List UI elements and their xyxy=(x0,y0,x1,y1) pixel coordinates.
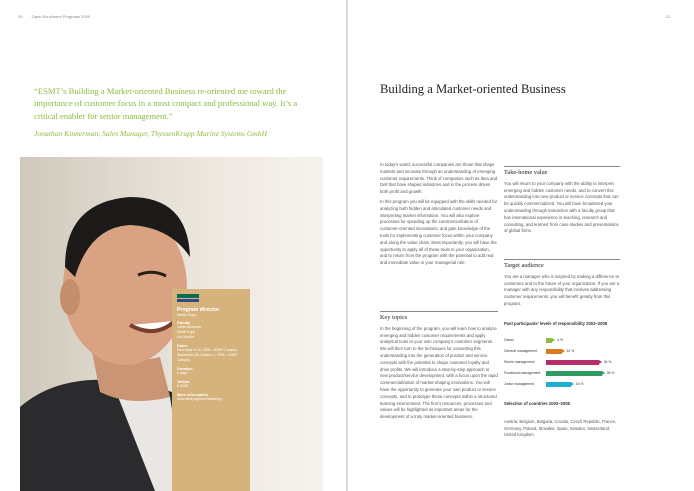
program-info-box xyxy=(172,289,250,491)
countries-title: Selection of countries 2003–2008 xyxy=(504,401,570,406)
duration-value: 4 days xyxy=(177,371,187,375)
intro-column xyxy=(380,162,498,270)
chart-value-label: 36 % xyxy=(606,371,615,375)
chart-value-label: 10 % xyxy=(566,349,575,353)
chart-bar-tip xyxy=(552,338,555,342)
right-page xyxy=(348,0,694,491)
key-topics-heading: Key topics xyxy=(380,311,498,322)
chart-bar xyxy=(546,371,602,376)
chart-row xyxy=(504,348,624,357)
more-info-label: More information xyxy=(177,393,209,397)
key-topics-text: In the beginning of the program, you will learn how to analyze emerging and hidden customer requirements and apply analytical tools to your own company’s customer segments. We will then turn to the techniques for converting this understanding into the generation of product and service concepts with the potential to shape customer loyalty and drive profits. We will introduce a step-by-step approach to new product/service development, with a focus upon the rapid commercialization of market-shaping innovations. You will have the opportunity to generate your own product or service concepts, and to prototype these concepts within a structured learning environment. The firm’s resources, processes and values will be highlighted as important areas for the development of a truly market-oriented business. xyxy=(380,325,498,420)
chart-category-label: Owner xyxy=(504,338,514,342)
page-number: 21 xyxy=(666,14,671,19)
chart-category-label: Functional management xyxy=(504,371,541,375)
target-audience-heading: Target audience xyxy=(504,259,620,270)
chart-category-label: General management xyxy=(504,349,537,353)
takehome-section xyxy=(504,166,620,238)
chart-category-label: Senior management xyxy=(504,360,535,364)
quote-text: “ESMT’s Building a Market-oriented Business re-oriented me toward the importance of customer focus in a most compact and professional way. It’s a critical enabler for senior management.” xyxy=(34,86,298,121)
key-topics-section xyxy=(380,311,498,424)
more-info-link[interactable]: www.esmt.org/bmo/marketing xyxy=(177,397,222,401)
responsibility-bar-chart xyxy=(504,337,624,395)
tuition-label: Tuition xyxy=(177,380,190,384)
page-title: Building a Market-oriented Business xyxy=(380,82,566,96)
chart-row xyxy=(504,359,624,368)
chart-row xyxy=(504,337,624,346)
date-entry: September 28–October 1, 2009 – ESMT Campus xyxy=(177,353,238,362)
left-page xyxy=(0,0,346,491)
chart-bar xyxy=(546,349,562,354)
chart-bar-tip xyxy=(599,360,602,364)
tuition-value: € 4,900 xyxy=(177,384,189,388)
chart-value-label: 34 % xyxy=(603,360,612,364)
intro-paragraph: In today’s world, successful companies are those that shape markets and innovate through an understanding of emerging customer requirements. Think of companies such as Ikea and Dell that have shaped industries and in the process driven both profit and growth. xyxy=(380,162,498,195)
chart-row xyxy=(504,381,624,390)
faculty-label: Faculty xyxy=(177,321,191,325)
chart-value-label: 4 % xyxy=(557,338,564,342)
chart-value-label: 16 % xyxy=(575,382,584,386)
faculty-member: Jamie Anderson xyxy=(177,325,202,329)
chart-bar-tip xyxy=(562,349,565,353)
faculty-member: Martin Kupp xyxy=(177,330,196,334)
duration-label: Duration xyxy=(177,367,193,371)
takehome-heading: Take-home value xyxy=(504,166,620,177)
running-header: Open Enrollment Programs 2009 xyxy=(31,14,91,19)
chart-category-label: Junior management xyxy=(504,382,534,386)
chart-title: Past participants’ levels of responsibility 2003–2008 xyxy=(504,321,608,326)
chart-bar-tip xyxy=(571,382,574,386)
intro-paragraph: In this program you will be equipped with the skills needed for analyzing both hidden and articulated customer needs and interpreting market information. You will also explore processes for speeding up the commercialization of customer-oriented innovations, and gain knowledge of the tools for implementing customer focus within your company and along the value chain. Most importantly, you will have the opportunity to apply all of these tools to your organization, and to return from the program with the potential to add real and immediate value in your managerial role. xyxy=(380,198,498,266)
chart-bar xyxy=(546,360,599,365)
testimonial-quote xyxy=(34,85,309,141)
target-audience-text: You are a manager who is inspired by making a difference to customers and to the future of your organization. If you are a manager with any responsibility that involves addressing customer requirements, you will benefit greatly from this program. xyxy=(504,273,620,306)
quote-attribution: Jonathan Kinnerman, Sales Manager, ThyssenKrupp Marine Systems GmbH xyxy=(34,129,268,139)
info-content xyxy=(177,307,247,402)
accent-bar-blue xyxy=(177,299,199,302)
page-number: 20 xyxy=(18,14,23,19)
chart-bar-tip xyxy=(602,371,605,375)
dates-label: Dates xyxy=(177,344,188,348)
takehome-text: You will return to your company with the ability to interpret emerging and hidden customer needs, and to convert this understanding into new product or service concepts that can be quickly commercialized. You will have broadened your understanding through interaction with a faculty group that has international experience in teaching, research and consulting, and learned from case studies and presentations of global firms. xyxy=(504,180,619,234)
folio-left xyxy=(18,14,90,19)
faculty-member: Urs Mueller xyxy=(177,335,195,339)
program-director-name: Martin Kupp xyxy=(177,313,197,317)
date-entry: November 9–11, 2008 – ESMT Campus xyxy=(177,348,237,352)
program-director-heading: Program director xyxy=(177,307,220,313)
target-audience-section xyxy=(504,259,620,311)
chart-row xyxy=(504,370,624,379)
accent-bar-green xyxy=(177,294,199,298)
chart-bar xyxy=(546,382,571,387)
countries-list: Austria, Belgium, Bulgaria, Croatia, Czech Republic, France, Germany, Poland, Slovakia, Spain, Sweden, Switzerland, United Kingdom xyxy=(504,419,617,438)
